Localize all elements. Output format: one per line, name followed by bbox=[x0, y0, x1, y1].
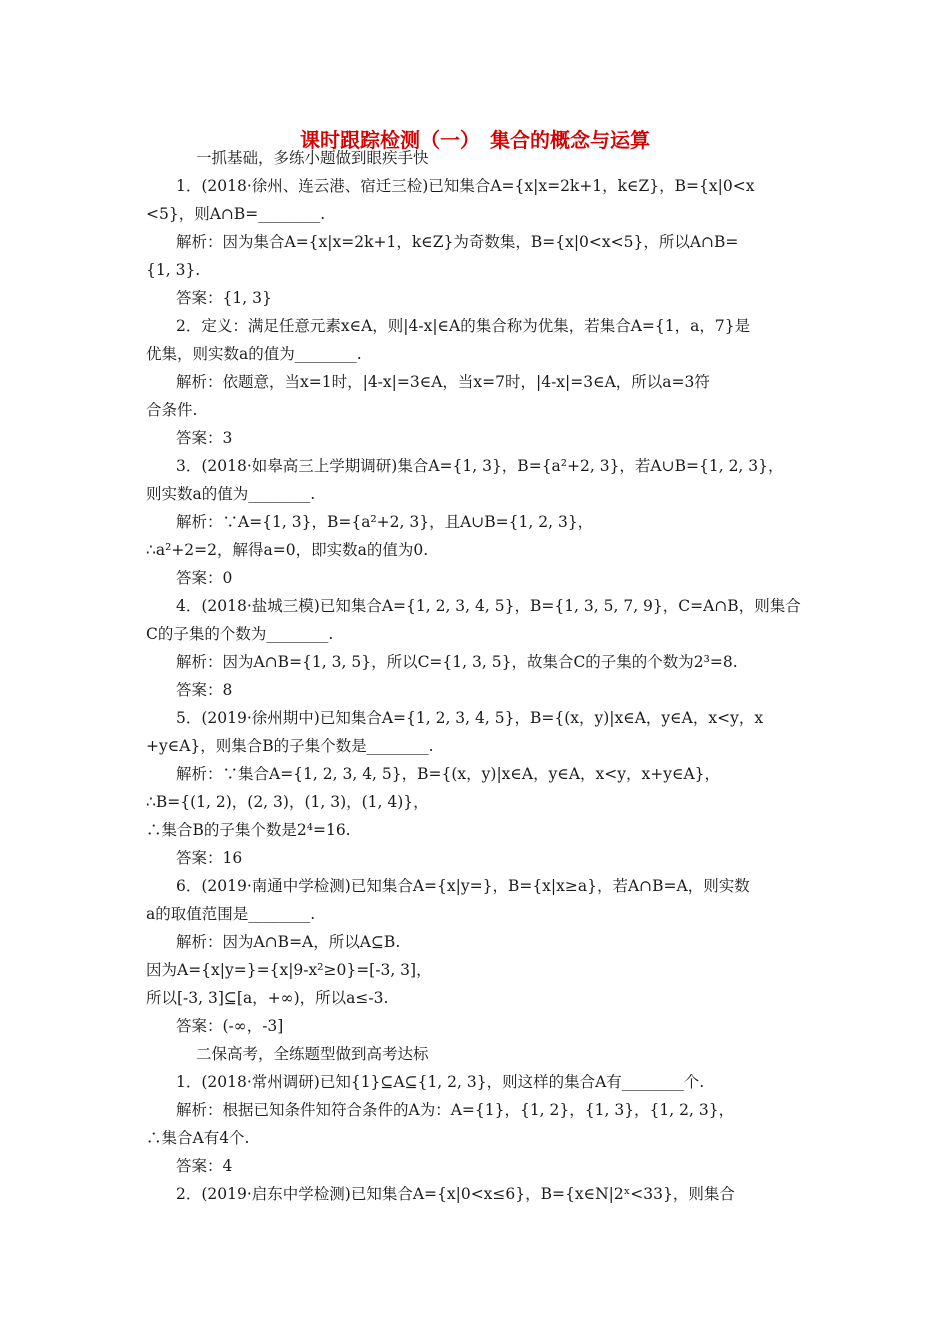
solution-6-line-3: 所以[-3, 3]⊆[a，+∞)，所以a≤-3. bbox=[146, 989, 389, 1007]
problem-2-line-1: 2．定义：满足任意元素x∈A，则|4-x|∈A的集合称为优集，若集合A={1，a，7}是 bbox=[176, 317, 751, 335]
document-title: 课时跟踪检测（一） 集合的概念与运算 bbox=[300, 128, 650, 152]
answer-4: 答案：8 bbox=[176, 681, 233, 699]
answer-5: 答案：16 bbox=[176, 849, 243, 867]
answer-2: 答案：3 bbox=[176, 429, 233, 447]
solution-1-line-2: {1, 3}. bbox=[146, 261, 201, 279]
problem-2-line-2: 优集，则实数a的值为________. bbox=[146, 345, 362, 363]
solution-5-line-1: 解析：∵集合A={1, 2, 3, 4, 5}，B={(x，y)|x∈A，y∈A，x<y，x+y∈A}， bbox=[176, 765, 721, 783]
problem-1-line-1: 1．(2018·徐州、连云港、宿迁三检)已知集合A={x|x=2k+1，k∈Z}，B={x|0<x bbox=[176, 177, 755, 195]
problem-5-line-2: +y∈A}，则集合B的子集个数是________. bbox=[146, 737, 434, 755]
problem-6-line-1: 6．(2019·南通中学检测)已知集合A={x|y=}，B={x|x≥a}，若A∩B=A，则实数 bbox=[176, 877, 750, 895]
answer-1: 答案：{1, 3} bbox=[176, 289, 272, 307]
problem-5-line-1: 5．(2019·徐州期中)已知集合A={1, 2, 3, 4, 5}，B={(x，y)|x∈A，y∈A，x<y，x bbox=[176, 709, 764, 727]
problem-b1-line-1: 1．(2018·常州调研)已知{1}⊆A⊆{1, 2, 3}，则这样的集合A有________个. bbox=[176, 1073, 705, 1091]
solution-2-line-1: 解析：依题意，当x=1时，|4-x|=3∈A，当x=7时，|4-x|=3∈A，所以a=3符 bbox=[176, 373, 710, 391]
problem-3-line-2: 则实数a的值为________. bbox=[146, 485, 316, 503]
section-heading-basic: 一抓基础，多练小题做到眼疾手快 bbox=[196, 149, 429, 167]
section-heading-advanced: 二保高考，全练题型做到高考达标 bbox=[196, 1045, 429, 1063]
solution-b1-line-2: ∴集合A有4个. bbox=[146, 1129, 250, 1147]
solution-5-line-2: ∴B={(1, 2)，(2, 3)，(1, 3)，(1, 4)}， bbox=[146, 793, 429, 811]
solution-1-line-1: 解析：因为集合A={x|x=2k+1，k∈Z}为奇数集，B={x|0<x<5}，所以A∩B= bbox=[176, 233, 739, 251]
answer-b1: 答案：4 bbox=[176, 1157, 233, 1175]
problem-4-line-2: C的子集的个数为________. bbox=[146, 625, 334, 643]
problem-b2-line-1: 2．(2019·启东中学检测)已知集合A={x|0<x≤6}，B={x∈N|2ˣ<33}，则集合 bbox=[176, 1185, 735, 1203]
problem-6-line-2: a的取值范围是________. bbox=[146, 905, 316, 923]
solution-6-line-1: 解析：因为A∩B=A，所以A⊆B. bbox=[176, 933, 401, 951]
answer-3: 答案：0 bbox=[176, 569, 233, 587]
solution-2-line-2: 合条件. bbox=[146, 401, 198, 419]
solution-5-line-3: ∴集合B的子集个数是2⁴=16. bbox=[146, 821, 351, 839]
problem-4-line-1: 4．(2018·盐城三模)已知集合A={1, 2, 3, 4, 5}，B={1, 3, 5, 7, 9}，C=A∩B，则集合 bbox=[176, 597, 801, 615]
solution-b1-line-1: 解析：根据已知条件知符合条件的A为：A={1}，{1, 2}，{1, 3}，{1, 2, 3}， bbox=[176, 1101, 735, 1119]
problem-3-line-1: 3．(2018·如皋高三上学期调研)集合A={1, 3}，B={a²+2, 3}，若A∪B={1, 2, 3}， bbox=[176, 457, 784, 475]
solution-3-line-2: ∴a²+2=2，解得a=0，即实数a的值为0. bbox=[146, 541, 429, 559]
solution-4-line-1: 解析：因为A∩B={1, 3, 5}，所以C={1, 3, 5}，故集合C的子集的个数为2³=8. bbox=[176, 653, 738, 671]
answer-6: 答案：(-∞，-3] bbox=[176, 1017, 284, 1035]
solution-3-line-1: 解析：∵A={1, 3}，B={a²+2, 3}，且A∪B={1, 2, 3}， bbox=[176, 513, 594, 531]
solution-6-line-2: 因为A={x|y=}={x|9-x²≥0}=[-3, 3]， bbox=[146, 961, 432, 979]
problem-1-line-2: <5}，则A∩B=________. bbox=[146, 205, 326, 223]
